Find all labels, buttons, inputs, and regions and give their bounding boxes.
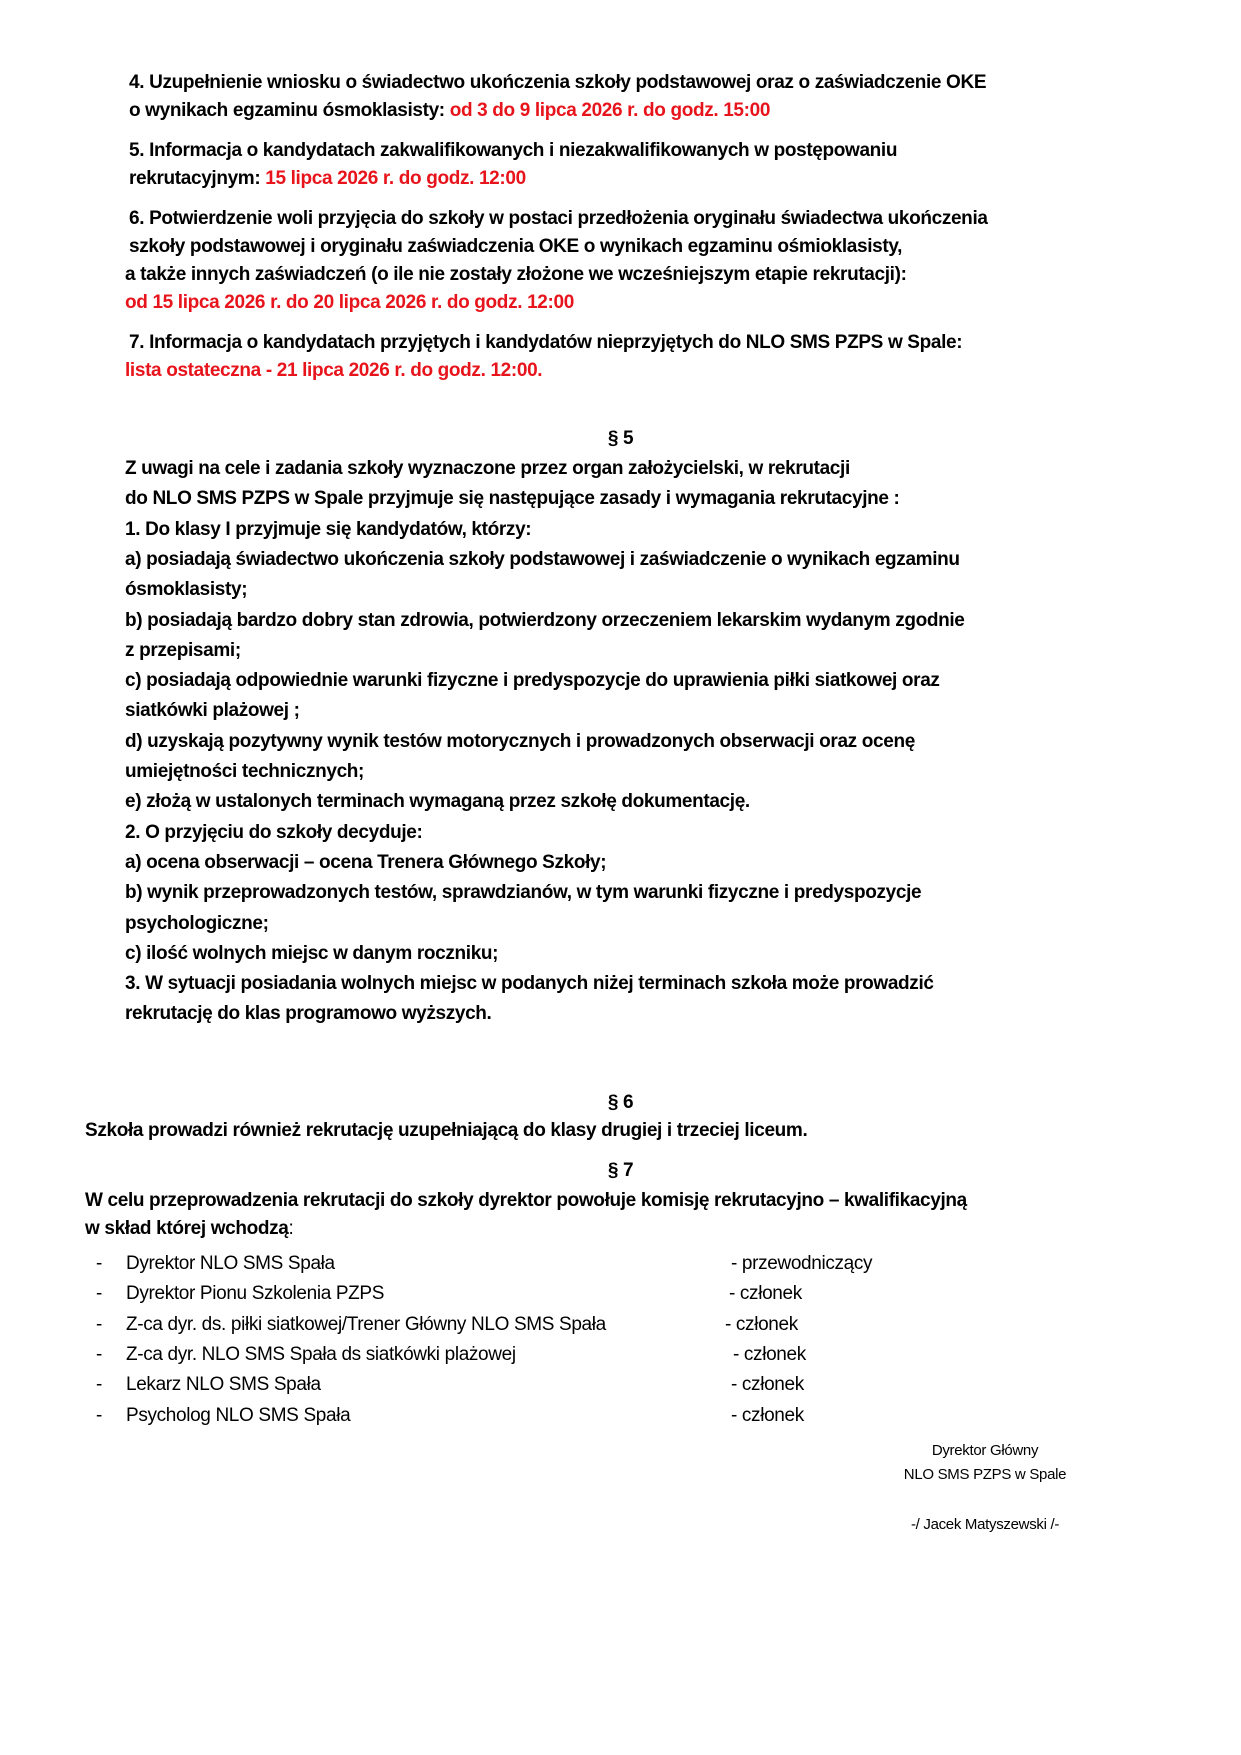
committee-member-role: - członek [725, 1313, 798, 1335]
committee-member-role: - członek [731, 1404, 804, 1426]
section-6-text: Szkoła prowadzi również rekrutację uzupełniającą do klasy drugiej i trzeciej liceum. [85, 1120, 808, 1141]
list-bullet-dash: - [96, 1283, 102, 1305]
committee-member-role: - przewodniczący [731, 1253, 873, 1274]
section-5-line: z przepisami; [125, 639, 241, 661]
committee-member-name: Lekarz NLO SMS Spała [126, 1374, 321, 1396]
section-5-line: 3. W sytuacji posiadania wolnych miejsc w podanych niżej terminach szkoła może prowadzić [125, 973, 934, 995]
schedule-line [125, 289, 574, 317]
section-5-line: Z uwagi na cele i zadania szkoły wyznaczone przez organ założycielski, w rekrutacji [125, 458, 850, 479]
section-5-line: a) posiadają świadectwo ukończenia szkoły podstawowej i zaświadczenie o wynikach egzaminu [125, 548, 960, 570]
committee-member-name: Z-ca dyr. ds. piłki siatkowej/Trener Główny NLO SMS Spała [126, 1313, 606, 1335]
schedule-line: szkoły podstawowej i oryginału zaświadczenia OKE o wynikach egzaminu ośmioklasisty, [129, 236, 903, 257]
section-5-line: e) złożą w ustalonych terminach wymaganą przez szkołę dokumentację. [125, 791, 750, 813]
section-5-line: rekrutację do klas programowo wyższych. [125, 1003, 492, 1025]
section-7-intro-line: w skład której wchodzą: [85, 1218, 294, 1239]
deadline-text: od 15 lipca 2026 r. do 20 lipca 2026 r. do godz. 12:00 [125, 292, 574, 313]
schedule-line: rekrutacyjnym: 15 lipca 2026 r. do godz. 12:00 [129, 168, 526, 189]
signature-title: Dyrektor Główny [931, 1442, 1039, 1459]
list-bullet-dash: - [96, 1253, 102, 1274]
section-5-line: do NLO SMS PZPS w Spale przyjmuje się następujące zasady i wymagania rekrutacyjne : [125, 488, 900, 510]
committee-member-role: - członek [731, 1374, 804, 1396]
signature-name: -/ Jacek Matyszewski /- [910, 1516, 1060, 1533]
section-5-line: b) posiadają bardzo dobry stan zdrowia, potwierdzony orzeczeniem lekarskim wydanym zgodnie [125, 609, 965, 631]
section-7-intro-line: W celu przeprowadzenia rekrutacji do szkoły dyrektor powołuje komisję rekrutacyjno – kwalifikacyjną [85, 1190, 967, 1211]
signature-organization: NLO SMS PZPS w Spale [903, 1466, 1067, 1483]
section-5-line: siatkówki plażowej ; [125, 700, 300, 722]
schedule-line: a także innych zaświadczeń (o ile nie zostały złożone we wcześniejszym etapie rekrutacji): [125, 264, 907, 285]
list-bullet-dash: - [96, 1374, 102, 1396]
section-6-heading: § 6 [607, 1092, 634, 1113]
section-5-line: ósmoklasisty; [125, 579, 248, 601]
schedule-line: 5. Informacja o kandydatach zakwalifikowanych i niezakwalifikowanych w postępowaniu [129, 140, 898, 161]
section-5-line: psychologiczne; [125, 912, 269, 934]
schedule-line: o wynikach egzaminu ósmoklasisty: od 3 do 9 lipca 2026 r. do godz. 15:00 [129, 100, 771, 121]
schedule-line: 4. Uzupełnienie wniosku o świadectwo ukończenia szkoły podstawowej oraz o zaświadczenie OKE [129, 72, 987, 93]
committee-member-name: Dyrektor NLO SMS Spała [126, 1253, 335, 1274]
committee-member-role: - członek [729, 1283, 802, 1305]
section-7-heading: § 7 [607, 1160, 634, 1181]
deadline-text: lista ostateczna - 21 lipca 2026 r. do godz. 12:00. [125, 360, 543, 381]
section-5-line: b) wynik przeprowadzonych testów, sprawdzianów, w tym warunki fizyczne i predyspozycje [125, 882, 922, 904]
section-5-line: c) posiadają odpowiednie warunki fizyczne i predyspozycje do uprawienia piłki siatkowej oraz [125, 670, 940, 692]
list-bullet-dash: - [96, 1313, 102, 1335]
committee-member-name: Z-ca dyr. NLO SMS Spała ds siatkówki plażowej [126, 1343, 516, 1365]
deadline-text: 15 lipca 2026 r. do godz. 12:00 [265, 168, 526, 189]
section-5-line: c) ilość wolnych miejsc w danym roczniku; [125, 942, 499, 964]
schedule-line: 7. Informacja o kandydatach przyjętych i kandydatów nieprzyjętych do NLO SMS PZPS w Spale: [129, 332, 963, 353]
section-5-heading: § 5 [607, 428, 634, 449]
schedule-line: 6. Potwierdzenie woli przyjęcia do szkoły w postaci przedłożenia oryginału świadectwa ukończenia [129, 208, 988, 229]
committee-member-role: - członek [733, 1343, 806, 1365]
section-5-line: a) ocena obserwacji – ocena Trenera Głównego Szkoły; [125, 851, 607, 873]
section-5-line: 1. Do klasy I przyjmuje się kandydatów, którzy: [125, 518, 532, 540]
list-bullet-dash: - [96, 1404, 102, 1426]
committee-member-name: Dyrektor Pionu Szkolenia PZPS [126, 1283, 385, 1305]
list-bullet-dash: - [96, 1343, 102, 1365]
schedule-line [125, 357, 542, 385]
deadline-text: od 3 do 9 lipca 2026 r. do godz. 15:00 [449, 100, 771, 121]
section-5-line: d) uzyskają pozytywny wynik testów motorycznych i prowadzonych obserwacji oraz ocenę [125, 730, 915, 752]
section-5-line: umiejętności technicznych; [125, 761, 365, 782]
section-5-line: 2. O przyjęciu do szkoły decyduje: [125, 821, 423, 843]
committee-member-name: Psycholog NLO SMS Spała [126, 1404, 351, 1426]
